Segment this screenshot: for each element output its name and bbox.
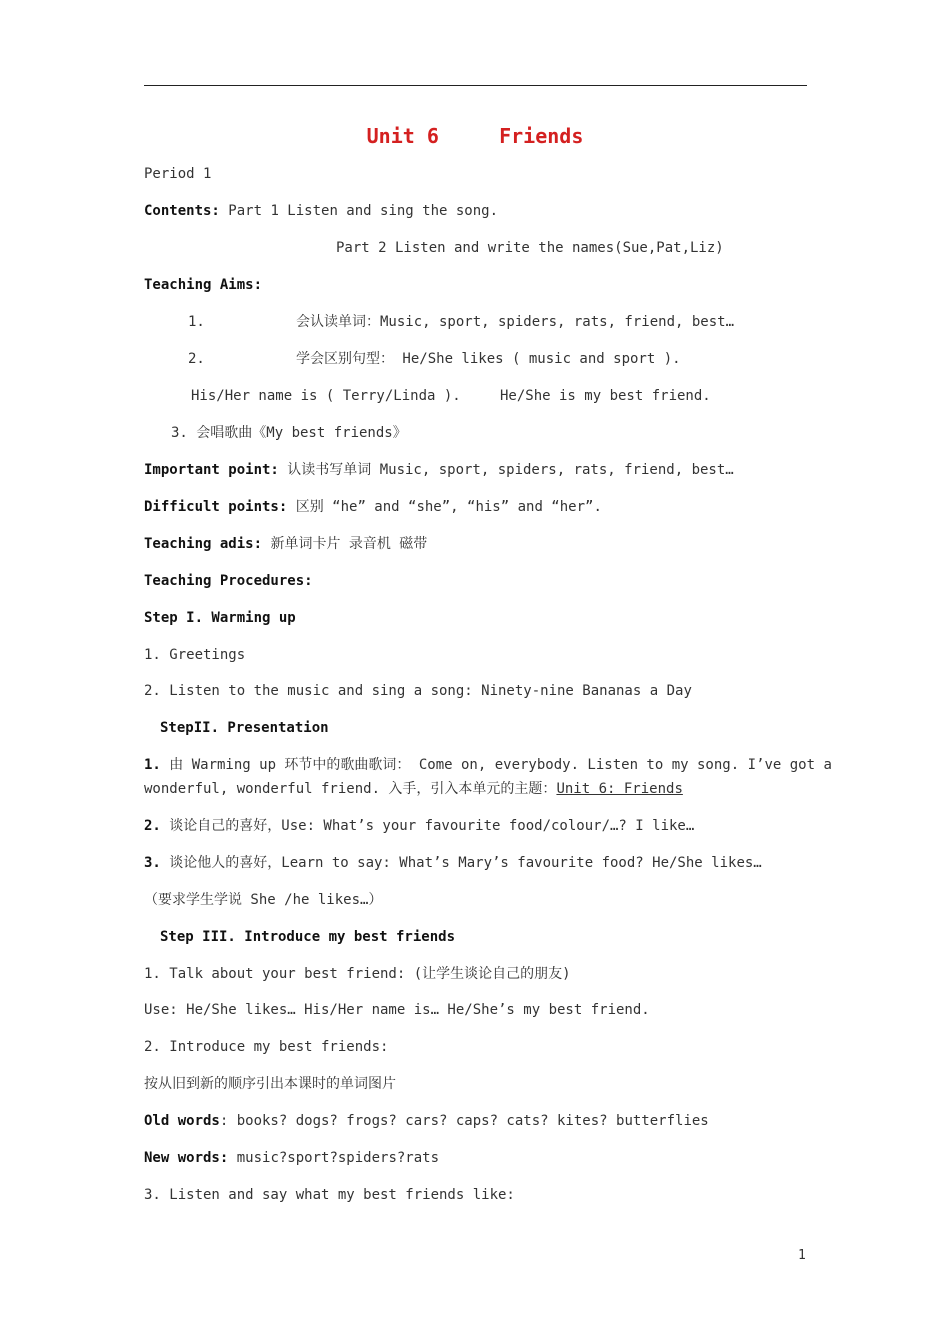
aim-2-text: 学会区别句型： He/She likes ( music and sport ). (296, 351, 681, 367)
page-title: Unit 6 Friends (366, 124, 584, 148)
contents-line (144, 201, 498, 221)
new-words-list: music?sport?spiders?rats (228, 1150, 440, 1166)
step3-item-2-note: 按从旧到新的顺序引出本课时的单词图片 (144, 1076, 396, 1092)
old-words-list: : books? dogs? frogs? cars? caps? cats? kites? butterflies (219, 1113, 709, 1129)
step2-item-1-number: 1. (144, 757, 161, 773)
header-rule (144, 85, 807, 86)
step2-item-3 (144, 853, 762, 873)
step2-item-1-line2 (144, 779, 683, 799)
aims-label: Teaching Aims: (144, 277, 263, 293)
step3-item-3: 3. Listen and say what my best friends like: (144, 1187, 515, 1203)
step3-item-2: 2. Introduce my best friends: (144, 1039, 389, 1055)
step2-item-2 (144, 816, 694, 836)
difficult-points (144, 497, 602, 517)
step2-item-2-number: 2. (144, 818, 161, 834)
step2-item-1-text-cont: wonderful, wonderful friend. 入手，引入本单元的主题： (144, 781, 557, 797)
important-point (144, 460, 734, 480)
teaching-aids (144, 534, 427, 554)
contents-part1: Part 1 Listen and sing the song. (228, 203, 499, 219)
old-words-label: Old words (144, 1113, 220, 1129)
aim-2-pattern-a: His/Her name is ( Terry/Linda ). (191, 388, 461, 404)
page-number: 1 (798, 1248, 806, 1263)
step3-heading: Step III. Introduce my best friends (160, 929, 456, 945)
step2-item-3-number: 3. (144, 855, 161, 871)
contents-part2: Part 2 Listen and write the names(Sue,Pat,Liz) (336, 240, 724, 256)
important-text: 认读书写单词 Music, sport, spiders, rats, friend, best… (278, 462, 734, 478)
period-line: Period 1 (144, 166, 212, 182)
aim-1-text: 会认读单词：Music, sport, spiders, rats, friend, best… (296, 314, 735, 330)
procedures-label: Teaching Procedures: (144, 573, 313, 589)
difficult-text: 区别 “he” and “she”, “his” and “her”. (287, 499, 602, 515)
aim-2-number: 2. (188, 351, 205, 367)
aim-1-number: 1. (188, 314, 205, 330)
step1-item-2: 2. Listen to the music and sing a song: Ninety-nine Bananas a Day (144, 683, 692, 699)
step2-item-3-text: 谈论他人的喜好，Learn to say: What’s Mary’s favourite food? He/She likes… (160, 855, 762, 871)
important-label: Important point: (144, 462, 279, 478)
step2-item-3-note: （要求学生学说 She /he likes…） (144, 892, 383, 908)
step1-item-1: 1. Greetings (144, 647, 246, 663)
step1-heading: Step I. Warming up (144, 610, 296, 626)
old-words-line (144, 1111, 709, 1131)
difficult-label: Difficult points: (144, 499, 288, 515)
new-words-line (144, 1148, 439, 1168)
aids-text: 新单词卡片 录音机 磁带 (262, 536, 428, 552)
step3-item-1-use: Use: He/She likes… His/Her name is… He/She’s my best friend. (144, 1002, 650, 1018)
step2-item-1-line1 (144, 755, 832, 775)
contents-label: Contents: (144, 203, 220, 219)
aim-3: 3. 会唱歌曲《My best friends》 (171, 425, 407, 441)
unit-topic-link: Unit 6: Friends (556, 781, 683, 797)
step2-heading: StepII. Presentation (160, 720, 329, 736)
aim-2-pattern-b: He/She is my best friend. (500, 388, 711, 404)
new-words-label: New words: (144, 1150, 229, 1166)
step2-item-1-text: 由 Warming up 环节中的歌曲歌词： Come on, everybody. Listen to my song. I’ve got a (160, 757, 832, 773)
aids-label: Teaching adis: (144, 536, 263, 552)
step3-item-1: 1. Talk about your best friend: (让学生谈论自己的朋友) (144, 966, 571, 982)
step2-item-2-text: 谈论自己的喜好，Use: What’s your favourite food/colour/…? I like… (160, 818, 695, 834)
